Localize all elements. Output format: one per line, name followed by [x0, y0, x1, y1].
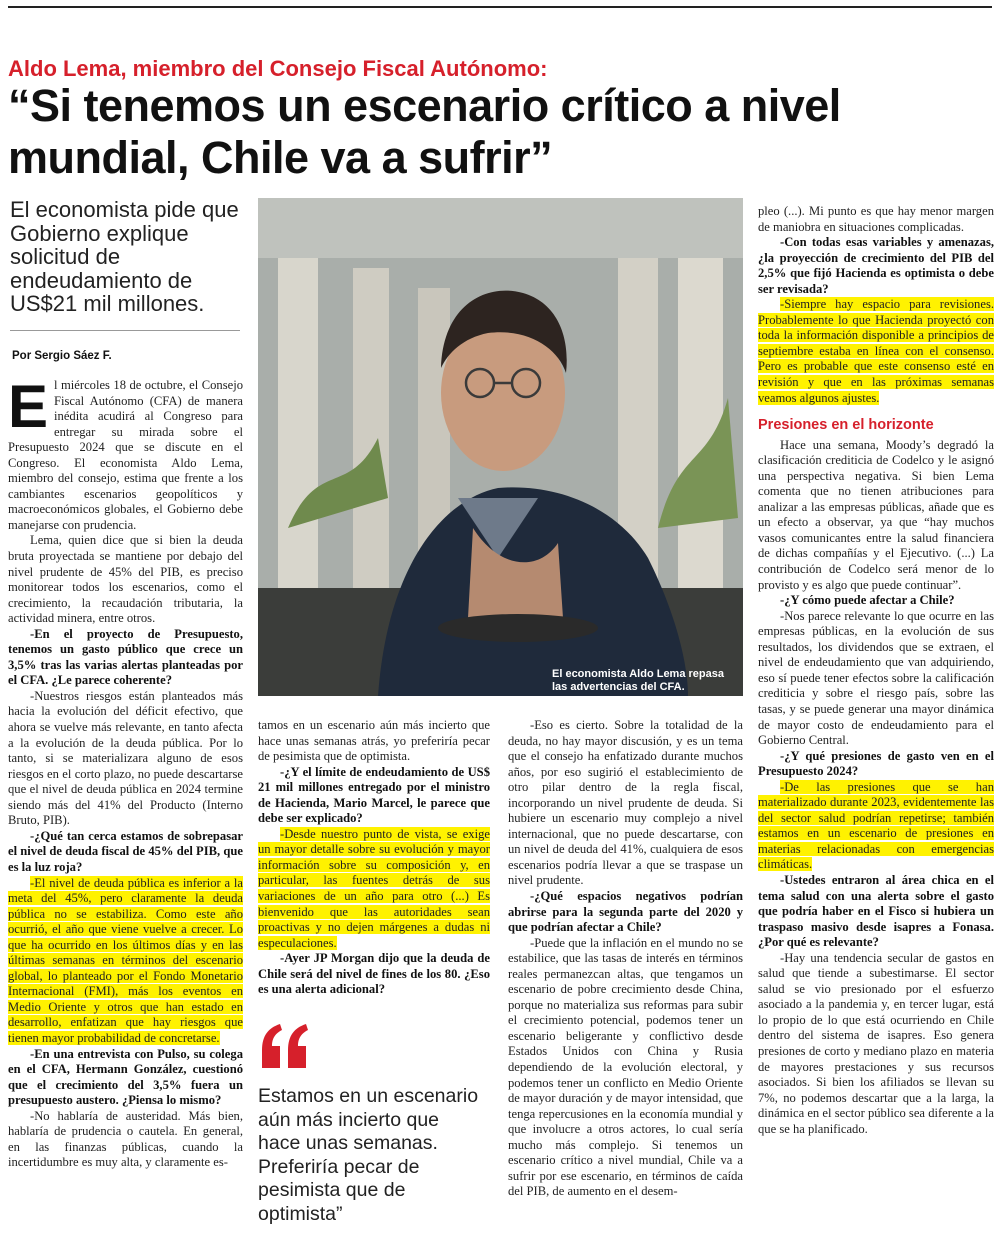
interview-answer-highlighted: -El nivel de deuda pública es inferior a la meta del 45%, pero claramente la deuda pública no se estabiliza. Como este año ocurrió, el año que viene vuelve a crecer. Lo que ha ocurrido en los últimos días y en las últimas semanas en términos del escenario global, lo planteado por el Fondo Monetario Internacional (FMI), más los eventos en Medio Oriente y otros que han estado en desarrollo, enfatizan que hay riesgos que tienen mayor probabilidad de concretarse. — [8, 875, 243, 1045]
interview-question: -¿Y qué presiones de gasto ven en el Presupuesto 2024? — [758, 748, 994, 779]
interview-question: -Ayer JP Morgan dijo que la deuda de Chile será del nivel de fines de los 80. ¿Eso es una alerta adicional? — [258, 951, 490, 997]
interview-question: -¿Qué espacios negativos podrían abrirse para la segunda parte del 2020 y que podrían afectar a Chile? — [508, 889, 743, 935]
byline: Por Sergio Sáez F. — [12, 350, 112, 362]
article-column-4 — [758, 204, 994, 1137]
paragraph: Lema, quien dice que si bien la deuda bruta proyectada se mantiene por debajo del nivel prudente de 45% del PIB, es preciso monitorear todos los escenarios, como el crecimiento, la recaudación tributaria, la actividad minera, entre otros. — [8, 533, 243, 626]
interview-question: -¿Qué tan cerca estamos de sobrepasar el nivel de deuda fiscal de 45% del PIB, que es la luz roja? — [8, 828, 243, 874]
paragraph: pleo (...). Mi punto es que hay menor margen de maniobra en situaciones complicadas. — [758, 204, 994, 234]
article-column-3 — [508, 718, 743, 1200]
interview-answer: -Eso es cierto. Sobre la totalidad de la deuda, no hay mayor discusión, y es un tema que el consejo ha enfatizado durante muchos años, por eso sugirió el establecimiento de otro pilar dentro de la regla fiscal, incorporando un nivel prudente de deuda. Si hubiere un escenario muy complejo a nivel internacional, que no puede descartarse, con un nivel de deuda del 41%, cualquiera de esos escenarios podría llevar a que se traspase un nivel prudente. — [508, 718, 743, 888]
paragraph: tamos en un escenario aún más incierto que hace unas semanas atrás, yo preferiría pecar de pesimista que de optimista. — [258, 718, 490, 764]
interview-answer: -No hablaría de austeridad. Más bien, hablaría de prudencia o cautela. En general, en las finanzas públicas, cuando la incertidumbre es muy alta, y claramente es- — [8, 1108, 243, 1170]
drop-cap: E — [8, 373, 49, 440]
portrait-illustration — [258, 198, 743, 696]
headline: “Si tenemos un escenario crítico a nivel mundial, Chile va a sufrir” — [8, 80, 841, 183]
interview-question: -¿Y cómo puede afectar a Chile? — [780, 593, 955, 608]
portrait-photo — [258, 198, 743, 696]
dek: El economista pide que Gobierno explique solicitud de endeudamiento de US$21 mil millones. — [10, 197, 239, 316]
interview-question: -En el proyecto de Presupuesto, tenemos un gasto público que crece un 3,5% tras las varias alertas planteadas por el CFA. ¿Le parece coherente? — [8, 626, 243, 688]
photo-caption: El economista Aldo Lema repasa las advertencias del CFA. — [552, 668, 724, 693]
paragraph: Hace una semana, Moody’s degradó la clasificación crediticia de Codelco y le asignó una perspectiva negativa. Si bien Lema comenta que no tienen atribuciones para analizar a las empresas públicas, añade que es un efecto a observar, ya que “hay muchos vasos comunicantes entre la salud financiera de dichas compañías y el Ejecutivo. (...) La contribución de Codelco será menor de lo provisto y es algo que puede continuar”. — [758, 437, 994, 592]
interview-question: -En una entrevista con Pulso, su colega en el CFA, Hermann González, cuestionó que el crecimiento del 3,5% fuera un presupuesto austero. ¿Piensa lo mismo? — [8, 1046, 243, 1108]
interview-answer: -Nuestros riesgos están planteados más hacia la evolución del déficit efectivo, que ahora se vuelve más relevante, en tanto afecta a la evolución de la deuda pública. Por lo tanto, si se materializara alguno de esos riesgos en el corto plazo, no puede descartarse que el nivel de deuda pública en 2024 termine siendo más del 41% del Producto (Interno Bruto, PIB). — [8, 688, 243, 828]
interview-question: -Con todas esas variables y amenazas, ¿la proyección de crecimiento del PIB del 2,5% que fijó Hacienda es optimista o debe ser revisada? — [758, 235, 994, 296]
dek-divider — [10, 330, 240, 331]
section-heading: Presiones en el horizonte — [758, 417, 934, 434]
interview-answer-highlighted: -De las presiones que se han materializado durante 2023, evidentemente las del sector salud podrían repetirse; también estamos en un escenario de presiones en materias relacionadas con emergencias climáticas. — [758, 779, 994, 872]
interview-answer: -Puede que la inflación en el mundo no se estabilice, que las tasas de interés en términos reales permanezcan altas, que tengamos un escenario de pobre crecimiento desde China, porque no materializa sus reformas para subir el crecimiento potencial, podemos tener un escenario beligerante y conflictivo desde Estados Unidos con China y Rusia dependiendo de la evolución electoral, y podemos tener un conflicto en Medio Oriente de mayor duración y de mayor intensidad, que tenga repercusiones en la economía mundial y que involucre a otros actores, lo cual sería mucho más complejo. Si tenemos un escenario crítico a nivel mundial, Chile va a sufrir por ese escenario, en términos de caída del PIB, de aumento en el desem- — [508, 935, 743, 1199]
interview-answer-highlighted: -Siempre hay espacio para revisiones. Probablemente lo que Hacienda proyectó con toda la información disponible a principios de septiembre estaba en línea con el consenso. Pero es probable que este consenso esté en revisión y que en las próximas semanas veamos algunos ajustes. — [758, 297, 994, 405]
article-column-1 — [8, 373, 243, 1171]
pull-quote: Estamos en un escenario aún más incierto que hace unas semanas. Preferiría pecar de pesimista que de optimista” — [258, 1085, 479, 1225]
top-rule — [8, 6, 992, 8]
interview-answer-highlighted: -Desde nuestro punto de vista, se exige un mayor detalle sobre su evolución y mayor información sobre su composición y, en particular, las fuentes detrás de sus variaciones de un año para otro (...) Es bienvenido que las autoridades sean proactivas y no dejen márgenes a dudas ni especulaciones. — [258, 826, 490, 950]
lead-paragraph: El miércoles 18 de octubre, el Consejo Fiscal Autónomo (CFA) de manera inédita acudirá al Congreso para entregar su mirada sobre el Presupuesto 2024 que se discute en el Congreso. El economista Aldo Lema, miembro del consejo, estima que frente a los cambiantes escenarios geopolíticos y macroeconómicos globales, el Gobierno debe manejarse con prudencia. — [8, 373, 243, 532]
interview-question: -Ustedes entraron al área chica en el tema salud con una alerta sobre el gasto que podría haber en el Fisco si hubiera un traspaso masivo desde isapres a Fonasa. ¿Por qué es relevante? — [758, 872, 994, 950]
interview-answer: -Nos parece relevante lo que ocurre en las empresas públicas, en la evolución de sus resultados, los dividendos que se extraen, el nivel de endeudamiento que van adquiriendo, eso sí puede tener efectos sobre la calificación crediticia y sobre el riesgo país, sobre las tasas, y se puede generar una mayor dinámica de mayor costo de endeudamiento para el Gobierno Central. — [758, 608, 994, 748]
kicker: Aldo Lema, miembro del Consejo Fiscal Autónomo: — [8, 56, 548, 81]
quote-mark-icon — [258, 1022, 310, 1077]
article-column-2 — [258, 718, 490, 998]
interview-answer: -Hay una tendencia secular de gastos en salud que tiende a subestimarse. El sector salud se vio presionado por el esfuerzo asociado a la pandemia y, en tercer lugar, está lo propio de lo que está ocurriendo en Chile dentro del sistema de isapres. Eso genera presiones de corto y mediano plazo en materia de mayores prestaciones y sus recursos asociados. Si bien los afiliados se llevan su 7%, no podemos descartar que a la larga, la dinámica en el sector público sea diferente a la que se ha planificado. — [758, 950, 994, 1136]
interview-question: -¿Y el límite de endeudamiento de US$ 21 mil millones entregado por el ministro de Hacienda, Mario Marcel, le parece que debe ser explicado? — [258, 764, 490, 826]
